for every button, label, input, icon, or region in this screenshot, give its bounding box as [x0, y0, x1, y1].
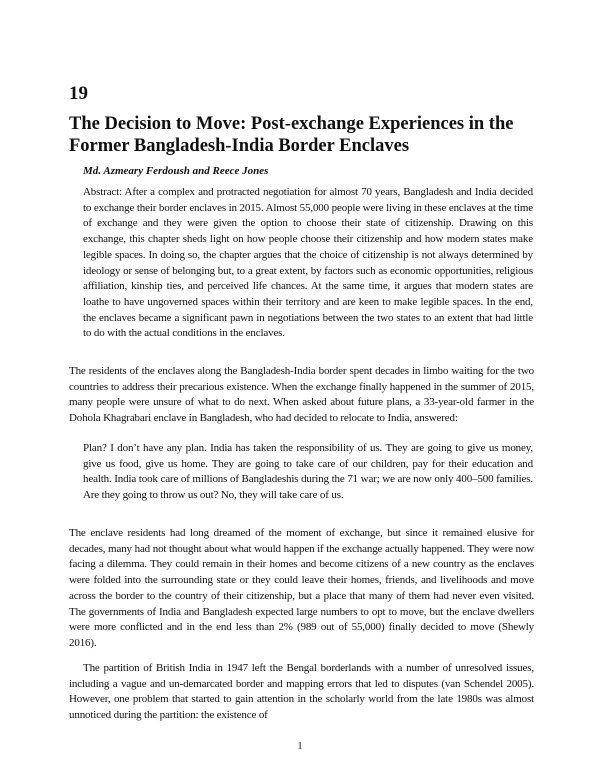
- body-paragraph-3: The partition of British India in 1947 left the Bengal borderlands with a number of unresolved issues, including a vague and un-demarcated border and mapping errors that led to disputes (van Schendel 2005). However, one problem that started to gain attention in the scholarly world from the late 1980s was almost unnoticed during the partition: the existence of: [69, 662, 534, 722]
- chapter-number: 19: [69, 83, 88, 104]
- page-number: 1: [297, 741, 303, 752]
- abstract: Abstract: After a complex and protracted negotiation for almost 70 years, Bangladesh and India decided to exchange their border enclaves in 2015. Almost 55,000 people were living in these enclaves at the time of exchange and they were given the option to choose their state of citizenship. Drawing on this exchange, this chapter sheds light on how people choose their citizenship and how modern states make legible spaces. In doing so, the chapter argues that the choice of citizenship is not always determined by ideology or sense of belonging but, to a great extent, by factors such as economic opportunities, religious affiliation, kinship ties, and perceived life chances. At the same time, it argues that modern states are loathe to have ungoverned spaces within their territory and are keen to make legible spaces. In the end, the enclaves became a significant pawn in negotiations between the two states to an extent that had little to do with the actual conditions in the enclaves.: [83, 186, 533, 340]
- body-paragraph-1: The residents of the enclaves along the Bangladesh-India border spent decades in limbo waiting for the two countries to address their precarious existence. When the exchange finally happened in the summer of 2015, many people were unsure of what to do next. When asked about future plans, a 33-year-old farmer in the Dohola Khagrabari enclave in Bangladesh, who had decided to relocate to India, answered:: [69, 365, 534, 425]
- chapter-title: The Decision to Move: Post-exchange Experiences in the Former Bangladesh-India Border Enclaves: [69, 114, 514, 156]
- body-paragraph-2: The enclave residents had long dreamed of the moment of exchange, but since it remained elusive for decades, many had not thought about what would happen if the exchange actually happened. They were now facing a dilemma. They could remain in their homes and become citizens of a new country as the enclaves were folded into the surrounding state or they could leave their homes, friends, and livelihoods and move across the border to the country of their citizenship, but a place that many of them had never even visited. The governments of India and Bangladesh expected large numbers to opt to move, but the enclave dwellers were more conflicted and in the end less than 2% (989 out of 55,000) finally decided to move (Shewly 2016).: [69, 527, 534, 649]
- chapter-authors: Md. Azmeary Ferdoush and Reece Jones: [83, 165, 269, 177]
- block-quote: Plan? I don’t have any plan. India has taken the responsibility of us. They are going to give us money, give us food, give us home. They are going to take care of our children, pay for their education and health. India took care of millions of Bangladeshis during the 71 war; we are now only 400–500 families. Are they going to throw us out? No, they will take care of us.: [83, 442, 533, 502]
